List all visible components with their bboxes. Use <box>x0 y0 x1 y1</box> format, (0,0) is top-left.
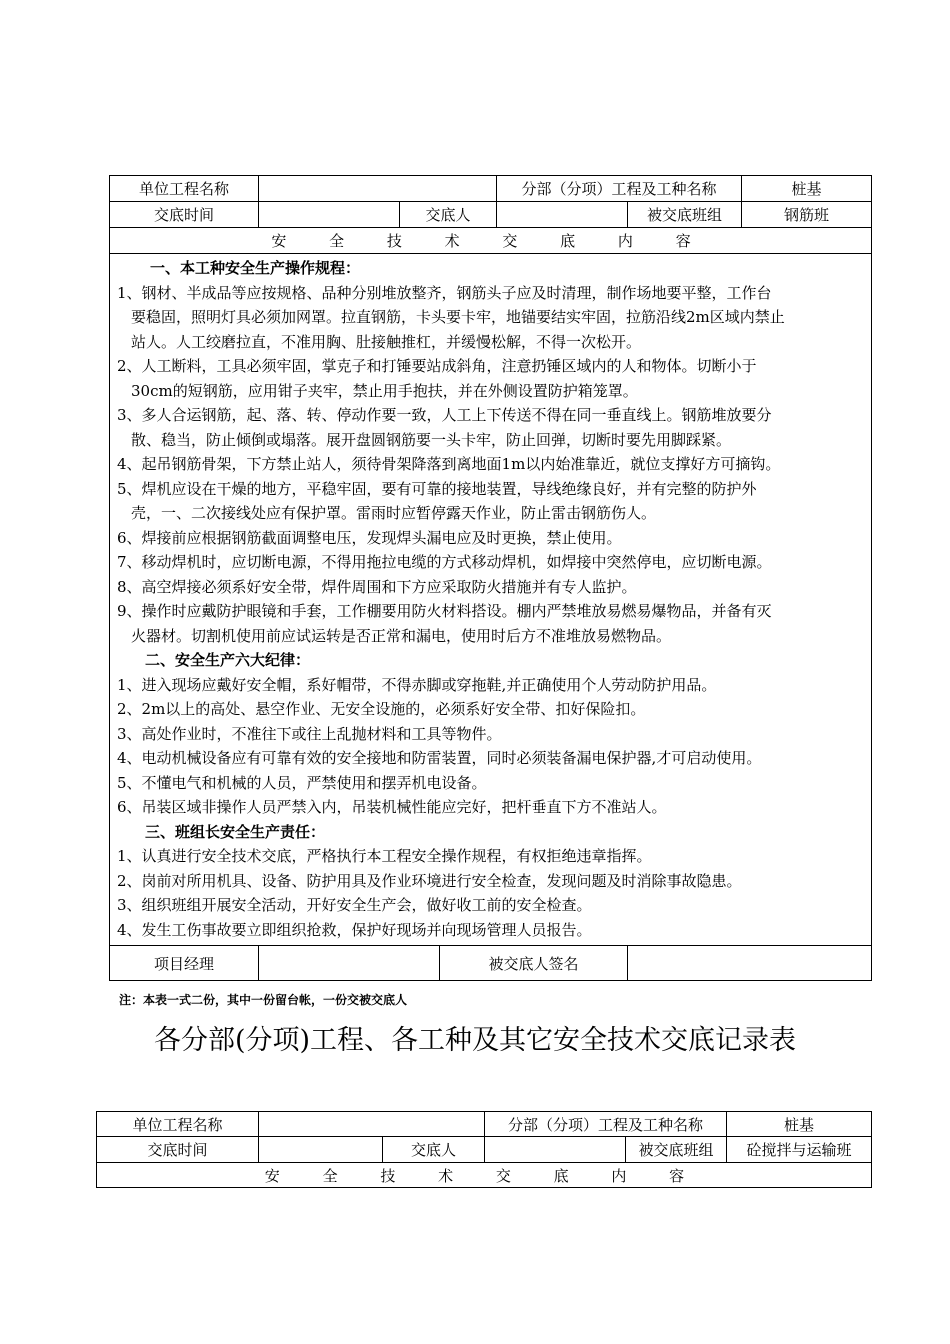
content-line: 9、操作时应戴防护眼镜和手套，工作棚要用防火材料搭设。棚内严禁堆放易燃易爆物品，并备有灭 <box>117 602 772 620</box>
content-line: 壳，一、二次接线处应有保护罩。雷雨时应暂停露天作业，防止雷击钢筋伤人。 <box>131 504 657 522</box>
disclosure-time-value[interactable] <box>259 202 400 228</box>
content-line: 2、2m以上的高处、悬空作业、无安全设施的，必须系好安全带、扣好保险扣。 <box>117 700 646 718</box>
section-heading: 一、本工种安全生产操作规程： <box>150 259 361 277</box>
disclosure-time-label: 交底时间 <box>110 202 259 228</box>
content-line: 5、不懂电气和机械的人员，严禁使用和摆弄机电设备。 <box>117 773 487 792</box>
project-manager-signature[interactable] <box>259 946 440 981</box>
content-line: 4、起吊钢筋骨架，下方禁止站人，须待骨架降落到离地面1m以内始准靠近，就位支撑好方可摘钩。 <box>117 455 781 473</box>
footnote: 注：本表一式二份，其中一份留台帐，一份交被交底人 <box>119 993 408 1007</box>
discloser-value[interactable] <box>497 202 628 228</box>
content-line: 散、稳当，防止倾倒或塌落。展开盘圆钢筋要一头卡牢，防止回弹，切断时要先用脚踩紧。 <box>131 430 732 449</box>
content-line: 3、多人合运钢筋，起、落、转、停动作要一致，人工上下传送不得在同一垂直线上。钢筋堆放要分 <box>117 406 772 424</box>
content-line: 2、岗前对所用机具、设备、防护用具及作业环境进行安全检查，发现问题及时消除事故隐患。 <box>117 871 742 890</box>
division-name-value[interactable]: 桩基 <box>742 176 872 202</box>
disclosure-time-value[interactable] <box>259 1137 383 1163</box>
division-name-label: 分部（分项）工程及工种名称 <box>485 1112 727 1137</box>
recipient-signature-label: 被交底人签名 <box>440 946 628 981</box>
division-name-value[interactable]: 桩基 <box>727 1112 872 1137</box>
unit-name-value[interactable] <box>259 1112 485 1137</box>
unit-name-value[interactable] <box>259 176 497 202</box>
unit-name-label: 单位工程名称 <box>110 176 259 202</box>
content-line: 8、高空焊接必须系好安全带，焊件周围和下方应采取防火措施并有专人监护。 <box>117 577 637 596</box>
content-line: 5、焊机应设在干燥的地方，平稳牢固，要有可靠的接地装置，导线绝缘良好，并有完整的防护外 <box>117 479 757 498</box>
disclosure-table-2 <box>96 1111 872 1188</box>
project-manager-label: 项目经理 <box>110 946 259 981</box>
content-line: 火器材。切割机使用前应试运转是否正常和漏电，使用时后方不准堆放易燃物品。 <box>131 626 672 645</box>
content-line: 站人。人工绞磨拉直，不准用胸、肚接触推杠，并缓慢松解，不得一次松开。 <box>131 332 642 351</box>
content-line: 6、吊装区域非操作人员严禁入内，吊装机械性能应完好，把杆垂直下方不准站人。 <box>117 798 667 816</box>
section-heading: 二、安全生产六大纪律： <box>145 651 311 669</box>
disclosure-time-label: 交底时间 <box>97 1137 259 1163</box>
discloser-value[interactable] <box>485 1137 626 1162</box>
discloser-team-split <box>485 1137 727 1163</box>
discloser-label: 交底人 <box>400 202 497 228</box>
content-heading: 安 全 技 术 交 底 内 容 <box>110 228 872 254</box>
content-line: 要稳固，照明灯具必须加网罩。拉直钢筋，卡头要卡牢，地锚要结实牢固，拉筋沿线2m区域内禁止 <box>131 308 785 326</box>
discloser-label: 交底人 <box>383 1137 485 1163</box>
content-line: 30cm的短钢筋，应用钳子夹牢，禁止用手抱扶，并在外侧设置防护箱笼罩。 <box>131 381 638 400</box>
safety-content <box>110 254 872 946</box>
content-line: 3、高处作业时，不准往下或往上乱抛材料和工具等物件。 <box>117 724 502 743</box>
content-line: 2、人工断料，工具必须牢固，掌克子和打锤要站成斜角，注意扔锤区域内的人和物体。切断小于 <box>117 357 757 375</box>
unit-name-label: 单位工程名称 <box>97 1112 259 1137</box>
division-name-label: 分部（分项）工程及工种名称 <box>497 176 742 202</box>
content-line: 3、组织班组开展安全活动，开好安全生产会，做好收工前的安全检查。 <box>117 896 592 914</box>
content-line: 1、认真进行安全技术交底，严格执行本工程安全操作规程，有权拒绝违章指挥。 <box>117 847 652 865</box>
content-line: 6、焊接前应根据钢筋截面调整电压，发现焊头漏电应及时更换，禁止使用。 <box>117 528 622 547</box>
team-label: 被交底班组 <box>638 1141 714 1159</box>
section-heading: 三、班组长安全生产责任： <box>145 822 326 841</box>
team-value[interactable]: 砼搅拌与运输班 <box>727 1137 872 1163</box>
content-line: 7、移动焊机时，应切断电源，不得用拖拉电缆的方式移动焊机，如焊接中突然停电，应切断电源。 <box>117 553 772 571</box>
disclosure-table-1 <box>109 175 872 981</box>
recipient-signature[interactable] <box>628 946 872 981</box>
team-label: 被交底班组 <box>628 202 742 228</box>
document-title: 各分部(分项)工程、各工种及其它安全技术交底记录表 <box>153 1025 797 1056</box>
content-line: 4、发生工伤事故要立即组织抢救，保护好现场并向现场管理人员报告。 <box>117 920 592 939</box>
content-line: 4、电动机械设备应有可靠有效的安全接地和防雷装置，同时必须装备漏电保护器,才可启动使用。 <box>117 749 762 767</box>
team-value[interactable]: 钢筋班 <box>742 202 872 228</box>
content-line: 1、钢材、半成品等应按规格、品种分别堆放整齐，钢筋头子应及时清理，制作场地要平整，工作台 <box>117 283 772 302</box>
content-heading: 安 全 技 术 交 底 内 容 <box>97 1163 872 1188</box>
content-line: 1、进入现场应戴好安全帽，系好帽带，不得赤脚或穿拖鞋,并正确使用个人劳动防护用品。 <box>117 675 717 694</box>
